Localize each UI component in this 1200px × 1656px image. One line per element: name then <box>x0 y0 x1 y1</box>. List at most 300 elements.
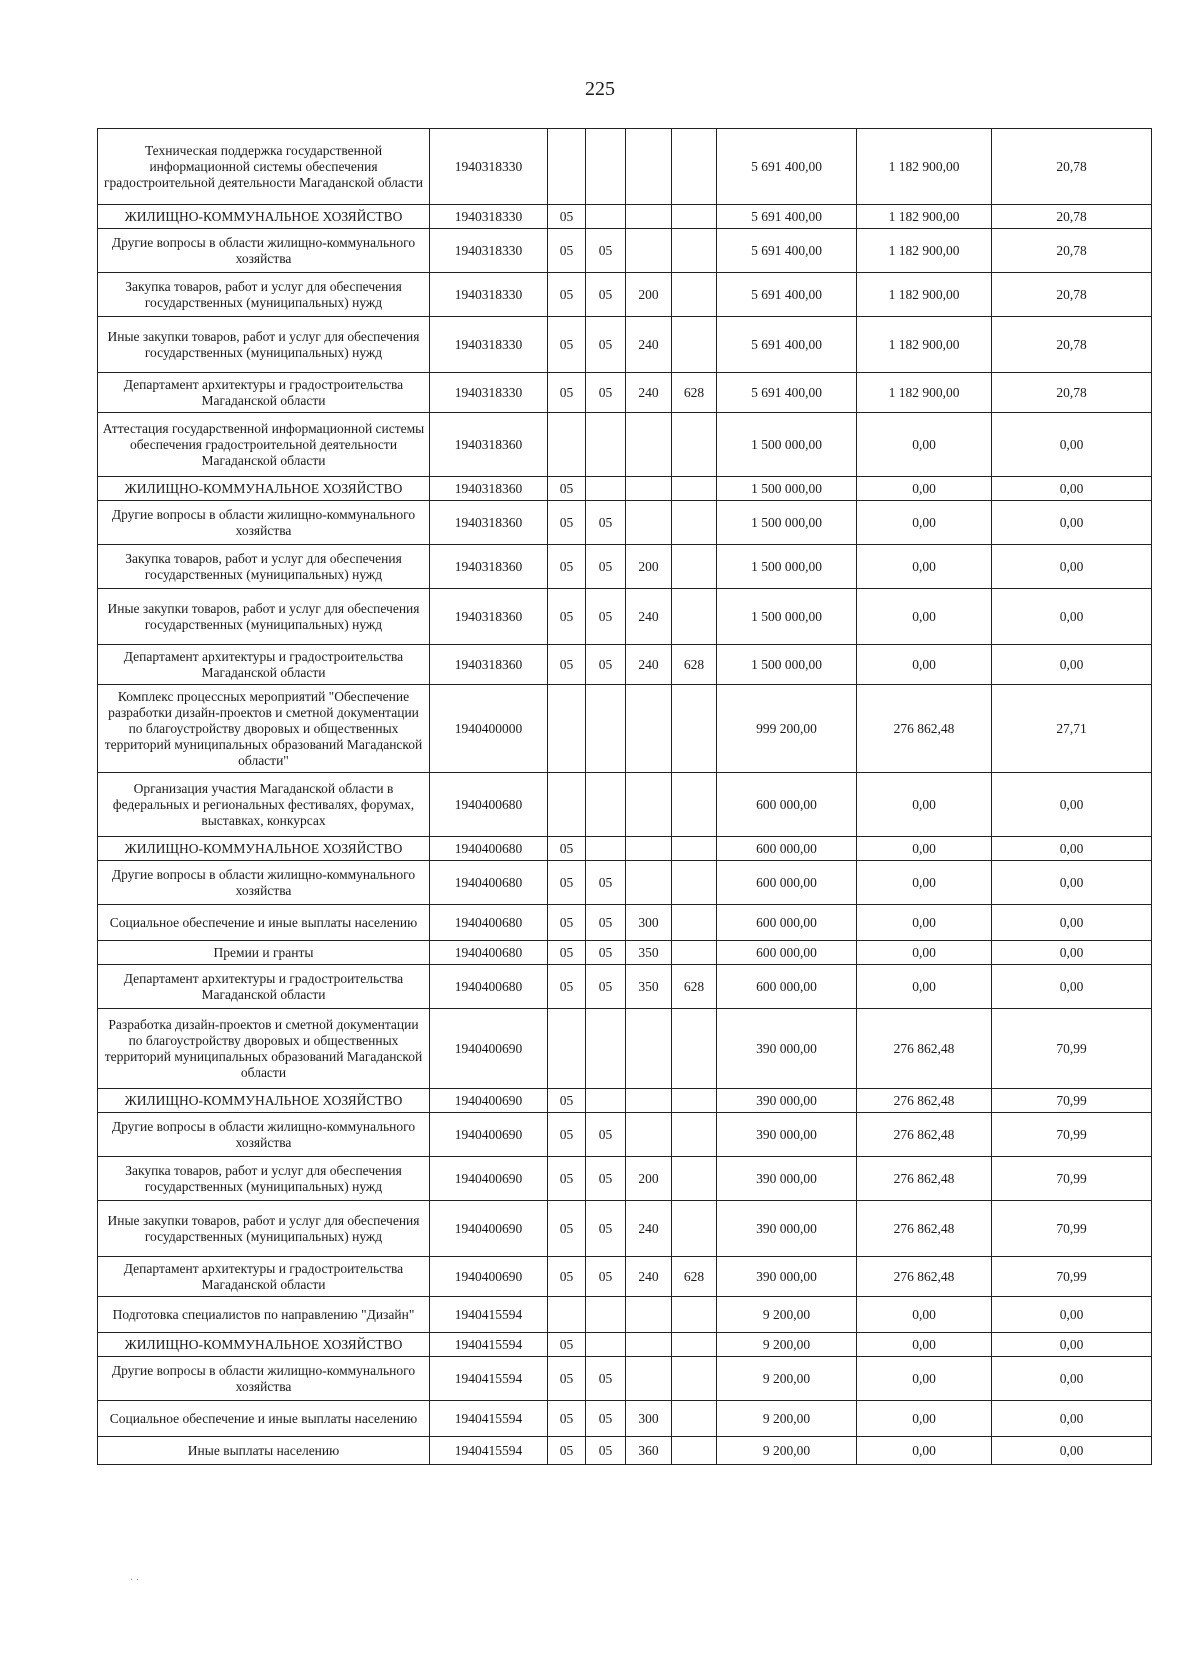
cell-name: Аттестация государственной информационной системы обеспечения градостроительной деятельности Магаданской области <box>98 413 430 477</box>
cell-plan: 600 000,00 <box>717 941 857 965</box>
cell-sub: 05 <box>586 501 626 545</box>
cell-sub <box>586 685 626 773</box>
cell-sec: 05 <box>548 589 586 645</box>
table-row <box>98 1201 1152 1257</box>
cell-grbs: 628 <box>672 1257 717 1297</box>
cell-grbs <box>672 941 717 965</box>
cell-pct: 27,71 <box>992 685 1152 773</box>
cell-name: Подготовка специалистов по направлению "Дизайн" <box>98 1297 430 1333</box>
cell-name: Департамент архитектуры и градостроительства Магаданской области <box>98 965 430 1009</box>
cell-fact: 276 862,48 <box>857 685 992 773</box>
cell-name: Социальное обеспечение и иные выплаты населению <box>98 1401 430 1437</box>
cell-pct: 20,78 <box>992 205 1152 229</box>
cell-grbs <box>672 1357 717 1401</box>
cell-grbs <box>672 413 717 477</box>
cell-fact: 276 862,48 <box>857 1157 992 1201</box>
cell-plan: 5 691 400,00 <box>717 373 857 413</box>
cell-grbs <box>672 589 717 645</box>
cell-code: 1940400680 <box>430 941 548 965</box>
cell-sec <box>548 1009 586 1089</box>
cell-sec: 05 <box>548 1257 586 1297</box>
cell-fact: 0,00 <box>857 837 992 861</box>
cell-sec: 05 <box>548 1089 586 1113</box>
cell-sub: 05 <box>586 373 626 413</box>
table-row <box>98 1297 1152 1333</box>
cell-code: 1940318330 <box>430 317 548 373</box>
cell-pct: 0,00 <box>992 1333 1152 1357</box>
cell-code: 1940415594 <box>430 1401 548 1437</box>
cell-code: 1940400680 <box>430 861 548 905</box>
table-row <box>98 373 1152 413</box>
cell-fact: 276 862,48 <box>857 1113 992 1157</box>
cell-vr <box>626 1113 672 1157</box>
cell-vr: 200 <box>626 1157 672 1201</box>
cell-name: ЖИЛИЩНО-КОММУНАЛЬНОЕ ХОЗЯЙСТВО <box>98 837 430 861</box>
cell-code: 1940318360 <box>430 589 548 645</box>
cell-vr <box>626 477 672 501</box>
cell-code: 1940318330 <box>430 205 548 229</box>
cell-pct: 0,00 <box>992 773 1152 837</box>
table-row <box>98 1257 1152 1297</box>
cell-sub <box>586 1009 626 1089</box>
cell-pct: 0,00 <box>992 545 1152 589</box>
cell-sub <box>586 477 626 501</box>
cell-fact: 0,00 <box>857 645 992 685</box>
cell-fact: 0,00 <box>857 1297 992 1333</box>
page-number: 225 <box>585 78 615 100</box>
cell-fact: 1 182 900,00 <box>857 229 992 273</box>
table-row <box>98 317 1152 373</box>
cell-fact: 0,00 <box>857 545 992 589</box>
cell-sub <box>586 205 626 229</box>
cell-sec <box>548 773 586 837</box>
cell-name: Социальное обеспечение и иные выплаты населению <box>98 905 430 941</box>
cell-fact: 0,00 <box>857 477 992 501</box>
cell-vr <box>626 1333 672 1357</box>
cell-grbs <box>672 1297 717 1333</box>
cell-fact: 1 182 900,00 <box>857 317 992 373</box>
cell-grbs <box>672 1157 717 1201</box>
cell-vr <box>626 861 672 905</box>
cell-sub: 05 <box>586 1437 626 1465</box>
cell-sec: 05 <box>548 545 586 589</box>
cell-sub: 05 <box>586 273 626 317</box>
table-row <box>98 905 1152 941</box>
cell-vr: 240 <box>626 317 672 373</box>
cell-fact: 0,00 <box>857 965 992 1009</box>
cell-vr: 300 <box>626 1401 672 1437</box>
cell-vr <box>626 837 672 861</box>
cell-name: ЖИЛИЩНО-КОММУНАЛЬНОЕ ХОЗЯЙСТВО <box>98 205 430 229</box>
cell-plan: 390 000,00 <box>717 1257 857 1297</box>
cell-name: Другие вопросы в области жилищно-коммунального хозяйства <box>98 1113 430 1157</box>
cell-code: 1940415594 <box>430 1297 548 1333</box>
table-row <box>98 589 1152 645</box>
cell-plan: 5 691 400,00 <box>717 205 857 229</box>
cell-grbs <box>672 229 717 273</box>
cell-sub: 05 <box>586 589 626 645</box>
cell-grbs: 628 <box>672 645 717 685</box>
cell-vr: 350 <box>626 965 672 1009</box>
cell-name: ЖИЛИЩНО-КОММУНАЛЬНОЕ ХОЗЯЙСТВО <box>98 1089 430 1113</box>
table-row <box>98 477 1152 501</box>
cell-plan: 600 000,00 <box>717 861 857 905</box>
cell-vr <box>626 205 672 229</box>
cell-name: Комплекс процессных мероприятий "Обеспечение разработки дизайн-проектов и сметной документации по благоустройству дворовых и общественных территорий муниципальных образований Магаданской области" <box>98 685 430 773</box>
cell-sec <box>548 1297 586 1333</box>
cell-sec: 05 <box>548 1157 586 1201</box>
table-row <box>98 1089 1152 1113</box>
cell-plan: 390 000,00 <box>717 1113 857 1157</box>
cell-vr <box>626 1297 672 1333</box>
cell-fact: 0,00 <box>857 905 992 941</box>
cell-grbs <box>672 773 717 837</box>
cell-grbs <box>672 1009 717 1089</box>
cell-code: 1940415594 <box>430 1333 548 1357</box>
cell-fact: 0,00 <box>857 861 992 905</box>
cell-sub: 05 <box>586 905 626 941</box>
cell-sec: 05 <box>548 273 586 317</box>
table-body <box>98 129 1152 1465</box>
cell-code: 1940400000 <box>430 685 548 773</box>
cell-plan: 5 691 400,00 <box>717 229 857 273</box>
cell-vr: 300 <box>626 905 672 941</box>
table-row <box>98 1357 1152 1401</box>
cell-sec: 05 <box>548 205 586 229</box>
cell-sub: 05 <box>586 965 626 1009</box>
cell-code: 1940400690 <box>430 1157 548 1201</box>
cell-vr: 350 <box>626 941 672 965</box>
cell-plan: 600 000,00 <box>717 837 857 861</box>
cell-plan: 9 200,00 <box>717 1437 857 1465</box>
cell-code: 1940318330 <box>430 373 548 413</box>
cell-fact: 0,00 <box>857 1437 992 1465</box>
table-row <box>98 861 1152 905</box>
cell-fact: 0,00 <box>857 413 992 477</box>
cell-sub: 05 <box>586 1113 626 1157</box>
cell-sec: 05 <box>548 941 586 965</box>
cell-name: Премии и гранты <box>98 941 430 965</box>
cell-grbs <box>672 1333 717 1357</box>
cell-code: 1940400680 <box>430 773 548 837</box>
cell-name: Другие вопросы в области жилищно-коммунального хозяйства <box>98 861 430 905</box>
cell-sec: 05 <box>548 861 586 905</box>
cell-code: 1940318330 <box>430 273 548 317</box>
cell-grbs <box>672 837 717 861</box>
cell-sub: 05 <box>586 1257 626 1297</box>
cell-sec <box>548 413 586 477</box>
cell-code: 1940400690 <box>430 1009 548 1089</box>
cell-vr: 200 <box>626 545 672 589</box>
table-row <box>98 229 1152 273</box>
cell-vr <box>626 773 672 837</box>
cell-grbs <box>672 273 717 317</box>
cell-code: 1940400680 <box>430 965 548 1009</box>
cell-fact: 276 862,48 <box>857 1257 992 1297</box>
cell-name: ЖИЛИЩНО-КОММУНАЛЬНОЕ ХОЗЯЙСТВО <box>98 1333 430 1357</box>
cell-plan: 390 000,00 <box>717 1089 857 1113</box>
cell-sub <box>586 837 626 861</box>
table-row <box>98 501 1152 545</box>
cell-sec: 05 <box>548 1113 586 1157</box>
cell-fact: 0,00 <box>857 589 992 645</box>
cell-sec: 05 <box>548 1437 586 1465</box>
cell-vr <box>626 1089 672 1113</box>
cell-plan: 9 200,00 <box>717 1333 857 1357</box>
table-row <box>98 1401 1152 1437</box>
budget-table <box>97 128 1152 1465</box>
cell-grbs <box>672 477 717 501</box>
cell-vr: 240 <box>626 589 672 645</box>
cell-plan: 1 500 000,00 <box>717 477 857 501</box>
cell-grbs <box>672 1201 717 1257</box>
cell-sec: 05 <box>548 317 586 373</box>
cell-pct: 70,99 <box>992 1257 1152 1297</box>
cell-sec: 05 <box>548 905 586 941</box>
cell-fact: 0,00 <box>857 773 992 837</box>
cell-sub: 05 <box>586 1401 626 1437</box>
cell-sub: 05 <box>586 317 626 373</box>
cell-sec <box>548 685 586 773</box>
cell-code: 1940400690 <box>430 1089 548 1113</box>
cell-pct: 20,78 <box>992 129 1152 205</box>
cell-vr <box>626 1009 672 1089</box>
cell-pct: 0,00 <box>992 1437 1152 1465</box>
cell-sub: 05 <box>586 1201 626 1257</box>
table-row <box>98 941 1152 965</box>
cell-plan: 390 000,00 <box>717 1157 857 1201</box>
cell-pct: 70,99 <box>992 1009 1152 1089</box>
cell-code: 1940400680 <box>430 837 548 861</box>
cell-name: Департамент архитектуры и градостроительства Магаданской области <box>98 645 430 685</box>
cell-code: 1940415594 <box>430 1437 548 1465</box>
cell-pct: 0,00 <box>992 941 1152 965</box>
cell-plan: 600 000,00 <box>717 905 857 941</box>
cell-pct: 0,00 <box>992 965 1152 1009</box>
cell-plan: 1 500 000,00 <box>717 501 857 545</box>
cell-sec: 05 <box>548 229 586 273</box>
cell-plan: 1 500 000,00 <box>717 413 857 477</box>
cell-sub: 05 <box>586 941 626 965</box>
cell-plan: 5 691 400,00 <box>717 317 857 373</box>
cell-grbs <box>672 685 717 773</box>
cell-vr <box>626 501 672 545</box>
table-row <box>98 129 1152 205</box>
table-row <box>98 837 1152 861</box>
cell-sec: 05 <box>548 477 586 501</box>
table-row <box>98 1113 1152 1157</box>
cell-name: Иные закупки товаров, работ и услуг для обеспечения государственных (муниципальных) нужд <box>98 317 430 373</box>
cell-pct: 70,99 <box>992 1089 1152 1113</box>
cell-grbs <box>672 1089 717 1113</box>
cell-plan: 1 500 000,00 <box>717 589 857 645</box>
cell-sub <box>586 129 626 205</box>
cell-sec: 05 <box>548 501 586 545</box>
cell-pct: 0,00 <box>992 589 1152 645</box>
cell-pct: 70,99 <box>992 1113 1152 1157</box>
cell-plan: 600 000,00 <box>717 773 857 837</box>
cell-code: 1940318330 <box>430 129 548 205</box>
cell-pct: 20,78 <box>992 317 1152 373</box>
table-row <box>98 1437 1152 1465</box>
cell-code: 1940400690 <box>430 1113 548 1157</box>
cell-grbs <box>672 317 717 373</box>
cell-fact: 1 182 900,00 <box>857 129 992 205</box>
cell-plan: 1 500 000,00 <box>717 645 857 685</box>
cell-name: ЖИЛИЩНО-КОММУНАЛЬНОЕ ХОЗЯЙСТВО <box>98 477 430 501</box>
cell-sec: 05 <box>548 1401 586 1437</box>
cell-pct: 0,00 <box>992 861 1152 905</box>
cell-vr: 200 <box>626 273 672 317</box>
cell-fact: 1 182 900,00 <box>857 273 992 317</box>
cell-grbs <box>672 1401 717 1437</box>
cell-pct: 20,78 <box>992 229 1152 273</box>
scan-artifact: · · <box>130 1575 140 1586</box>
cell-fact: 0,00 <box>857 1357 992 1401</box>
cell-fact: 0,00 <box>857 1333 992 1357</box>
cell-plan: 390 000,00 <box>717 1201 857 1257</box>
cell-name: Департамент архитектуры и градостроительства Магаданской области <box>98 1257 430 1297</box>
cell-vr: 240 <box>626 1201 672 1257</box>
cell-fact: 276 862,48 <box>857 1089 992 1113</box>
cell-vr: 240 <box>626 1257 672 1297</box>
cell-sec: 05 <box>548 1357 586 1401</box>
cell-sub: 05 <box>586 645 626 685</box>
table-row <box>98 1009 1152 1089</box>
cell-name: Техническая поддержка государственной информационной системы обеспечения градостроительной деятельности Магаданской области <box>98 129 430 205</box>
cell-grbs <box>672 205 717 229</box>
cell-pct: 20,78 <box>992 373 1152 413</box>
cell-vr: 240 <box>626 645 672 685</box>
cell-pct: 20,78 <box>992 273 1152 317</box>
cell-fact: 0,00 <box>857 1401 992 1437</box>
cell-pct: 0,00 <box>992 905 1152 941</box>
cell-code: 1940318360 <box>430 477 548 501</box>
cell-plan: 9 200,00 <box>717 1297 857 1333</box>
cell-pct: 0,00 <box>992 501 1152 545</box>
cell-vr: 360 <box>626 1437 672 1465</box>
cell-code: 1940400690 <box>430 1201 548 1257</box>
cell-pct: 0,00 <box>992 477 1152 501</box>
cell-plan: 1 500 000,00 <box>717 545 857 589</box>
cell-name: Иные закупки товаров, работ и услуг для обеспечения государственных (муниципальных) нужд <box>98 589 430 645</box>
cell-plan: 9 200,00 <box>717 1357 857 1401</box>
cell-sub: 05 <box>586 1157 626 1201</box>
cell-fact: 1 182 900,00 <box>857 205 992 229</box>
cell-code: 1940400690 <box>430 1257 548 1297</box>
table-row <box>98 965 1152 1009</box>
cell-pct: 0,00 <box>992 645 1152 685</box>
cell-plan: 600 000,00 <box>717 965 857 1009</box>
cell-sub <box>586 1333 626 1357</box>
cell-code: 1940318360 <box>430 501 548 545</box>
cell-name: Иные выплаты населению <box>98 1437 430 1465</box>
cell-fact: 1 182 900,00 <box>857 373 992 413</box>
table-row <box>98 1333 1152 1357</box>
cell-sub: 05 <box>586 229 626 273</box>
cell-sub <box>586 1089 626 1113</box>
cell-sec: 05 <box>548 965 586 1009</box>
cell-sub <box>586 413 626 477</box>
cell-grbs: 628 <box>672 373 717 413</box>
cell-pct: 0,00 <box>992 1297 1152 1333</box>
cell-grbs <box>672 129 717 205</box>
cell-pct: 0,00 <box>992 1401 1152 1437</box>
table-row <box>98 645 1152 685</box>
cell-grbs <box>672 905 717 941</box>
cell-sec: 05 <box>548 373 586 413</box>
cell-plan: 5 691 400,00 <box>717 129 857 205</box>
cell-name: Закупка товаров, работ и услуг для обеспечения государственных (муниципальных) нужд <box>98 1157 430 1201</box>
cell-sub <box>586 773 626 837</box>
cell-sec: 05 <box>548 837 586 861</box>
cell-name: Организация участия Магаданской области в федеральных и региональных фестивалях, форумах, выставках, конкурсах <box>98 773 430 837</box>
cell-grbs <box>672 1113 717 1157</box>
cell-pct: 0,00 <box>992 1357 1152 1401</box>
cell-name: Закупка товаров, работ и услуг для обеспечения государственных (муниципальных) нужд <box>98 545 430 589</box>
table-row <box>98 413 1152 477</box>
cell-sub <box>586 1297 626 1333</box>
cell-plan: 999 200,00 <box>717 685 857 773</box>
cell-code: 1940318360 <box>430 645 548 685</box>
cell-vr: 240 <box>626 373 672 413</box>
cell-name: Департамент архитектуры и градостроительства Магаданской области <box>98 373 430 413</box>
cell-grbs <box>672 501 717 545</box>
table-row <box>98 205 1152 229</box>
cell-sec <box>548 129 586 205</box>
table-row <box>98 773 1152 837</box>
cell-name: Разработка дизайн-проектов и сметной документации по благоустройству дворовых и общественных территорий муниципальных образований Магаданской области <box>98 1009 430 1089</box>
table-row <box>98 685 1152 773</box>
table-row <box>98 1157 1152 1201</box>
table-row <box>98 545 1152 589</box>
cell-sub: 05 <box>586 545 626 589</box>
cell-fact: 276 862,48 <box>857 1201 992 1257</box>
table-row <box>98 273 1152 317</box>
cell-vr <box>626 1357 672 1401</box>
cell-code: 1940400680 <box>430 905 548 941</box>
cell-name: Закупка товаров, работ и услуг для обеспечения государственных (муниципальных) нужд <box>98 273 430 317</box>
cell-code: 1940318330 <box>430 229 548 273</box>
cell-sub: 05 <box>586 861 626 905</box>
cell-pct: 70,99 <box>992 1201 1152 1257</box>
cell-plan: 5 691 400,00 <box>717 273 857 317</box>
cell-sec: 05 <box>548 1333 586 1357</box>
cell-sec: 05 <box>548 645 586 685</box>
cell-pct: 0,00 <box>992 413 1152 477</box>
cell-vr <box>626 229 672 273</box>
cell-name: Иные закупки товаров, работ и услуг для обеспечения государственных (муниципальных) нужд <box>98 1201 430 1257</box>
cell-code: 1940415594 <box>430 1357 548 1401</box>
cell-vr <box>626 129 672 205</box>
cell-code: 1940318360 <box>430 545 548 589</box>
cell-sec: 05 <box>548 1201 586 1257</box>
cell-code: 1940318360 <box>430 413 548 477</box>
cell-vr <box>626 685 672 773</box>
cell-grbs <box>672 1437 717 1465</box>
cell-name: Другие вопросы в области жилищно-коммунального хозяйства <box>98 229 430 273</box>
cell-name: Другие вопросы в области жилищно-коммунального хозяйства <box>98 501 430 545</box>
cell-name: Другие вопросы в области жилищно-коммунального хозяйства <box>98 1357 430 1401</box>
cell-grbs: 628 <box>672 965 717 1009</box>
cell-pct: 0,00 <box>992 837 1152 861</box>
cell-fact: 0,00 <box>857 501 992 545</box>
cell-vr <box>626 413 672 477</box>
cell-plan: 9 200,00 <box>717 1401 857 1437</box>
cell-pct: 70,99 <box>992 1157 1152 1201</box>
cell-plan: 390 000,00 <box>717 1009 857 1089</box>
cell-grbs <box>672 545 717 589</box>
